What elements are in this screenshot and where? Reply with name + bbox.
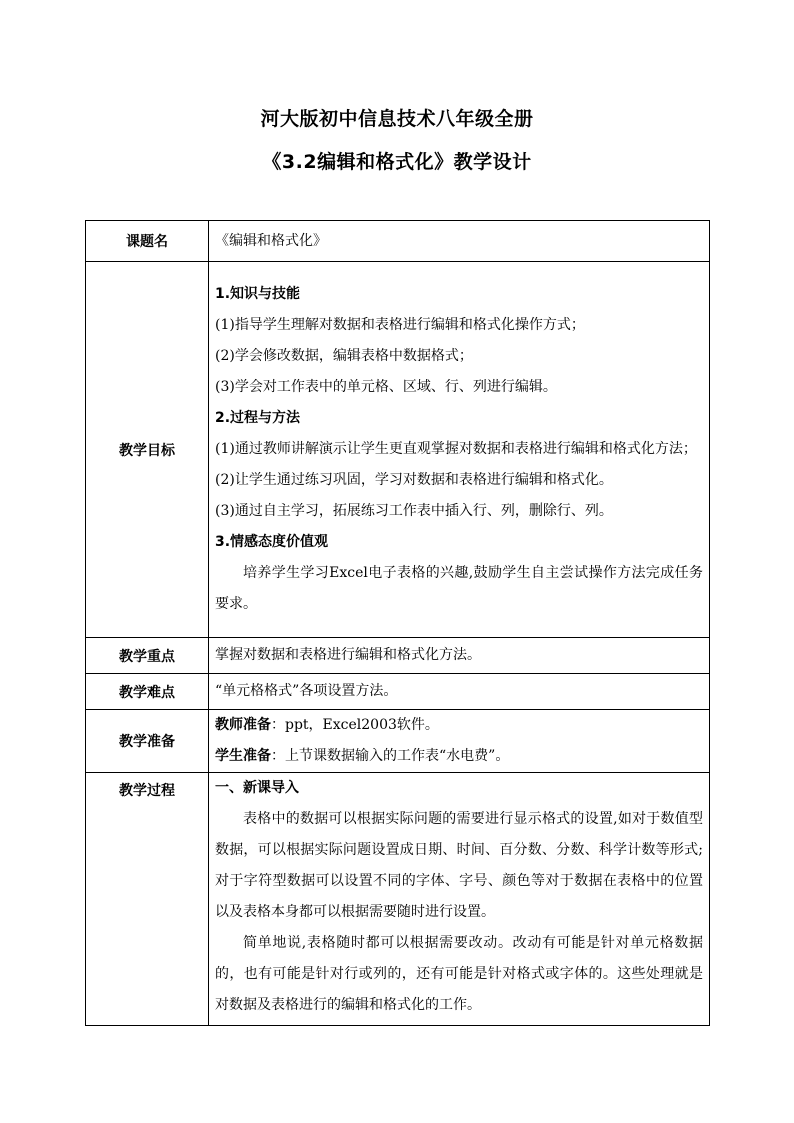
objectives-item: (2)让学生通过练习巩固，学习对数据和表格进行编辑和格式化。 bbox=[215, 472, 613, 488]
topic-value: 《编辑和格式化》 bbox=[209, 221, 710, 262]
table-row-topic bbox=[86, 221, 710, 262]
preparation-content bbox=[209, 710, 710, 773]
process-content bbox=[209, 773, 710, 1026]
objectives-item: (3)学会对工作表中的单元格、区域、行、列进行编辑。 bbox=[215, 379, 557, 395]
topic-label: 课题名 bbox=[86, 221, 209, 262]
table-row-key-point bbox=[86, 638, 710, 674]
difficulty-label: 教学难点 bbox=[86, 674, 209, 710]
table-row-objectives bbox=[86, 262, 710, 638]
objectives-heading-process: 2.过程与方法 bbox=[215, 410, 301, 426]
key-point-label: 教学重点 bbox=[86, 638, 209, 674]
table-row-difficulty bbox=[86, 674, 710, 710]
objectives-label: 教学目标 bbox=[86, 262, 209, 638]
process-paragraph: 表格中的数据可以根据实际问题的需要进行显示格式的设置,如对于数值型数据，可以根据实际问题设置成日期、时间、百分数、分数、科学计数等形式;对于字符型数据可以设置不同的字体、字号、颜色等对于数据在表格中的位置以及表格本身都可以根据需要随时进行设置。 bbox=[215, 811, 703, 920]
process-label: 教学过程 bbox=[86, 773, 209, 1026]
student-preparation-value: ：上节课数据输入的工作表“水电费”。 bbox=[271, 748, 510, 764]
difficulty-value: “单元格格式”各项设置方法。 bbox=[209, 674, 710, 710]
process-paragraph: 简单地说,表格随时都可以根据需要改动。改动有可能是针对单元格数据的，也有可能是针对行或列的，还有可能是针对格式或字体的。这些处理就是对数据及表格进行的编辑和格式化的工作。 bbox=[215, 935, 703, 1013]
objectives-item: (1)通过教师讲解演示让学生更直观掌握对数据和表格进行编辑和格式化方法； bbox=[215, 441, 697, 457]
process-heading-intro: 一、新课导入 bbox=[215, 780, 299, 796]
table-row-process bbox=[86, 773, 710, 1026]
objectives-content bbox=[209, 262, 710, 638]
objectives-item: (3)通过自主学习，拓展练习工作表中插入行、列，删除行、列。 bbox=[215, 503, 613, 519]
student-preparation bbox=[215, 741, 703, 772]
document-title: 河大版初中信息技术八年级全册 bbox=[260, 108, 534, 130]
objectives-heading-knowledge: 1.知识与技能 bbox=[215, 286, 301, 302]
teacher-preparation-label: 教师准备 bbox=[215, 717, 271, 733]
objectives-heading-attitude: 3.情感态度价值观 bbox=[215, 534, 329, 550]
student-preparation-label: 学生准备 bbox=[215, 748, 271, 764]
objectives-item: (1)指导学生理解对数据和表格进行编辑和格式化操作方式； bbox=[215, 317, 585, 333]
teacher-preparation bbox=[215, 710, 703, 741]
objectives-item: 培养学生学习Excel电子表格的兴趣,鼓励学生自主尝试操作方法完成任务要求。 bbox=[215, 565, 703, 612]
key-point-value: 掌握对数据和表格进行编辑和格式化方法。 bbox=[209, 638, 710, 674]
lesson-plan-table bbox=[85, 220, 710, 1026]
teacher-preparation-value: ：ppt，Excel2003软件。 bbox=[271, 717, 439, 733]
document-subtitle: 《3.2编辑和格式化》教学设计 bbox=[262, 151, 532, 173]
preparation-label: 教学准备 bbox=[86, 710, 209, 773]
table-row-preparation bbox=[86, 710, 710, 773]
objectives-item: (2)学会修改数据，编辑表格中数据格式； bbox=[215, 348, 473, 364]
